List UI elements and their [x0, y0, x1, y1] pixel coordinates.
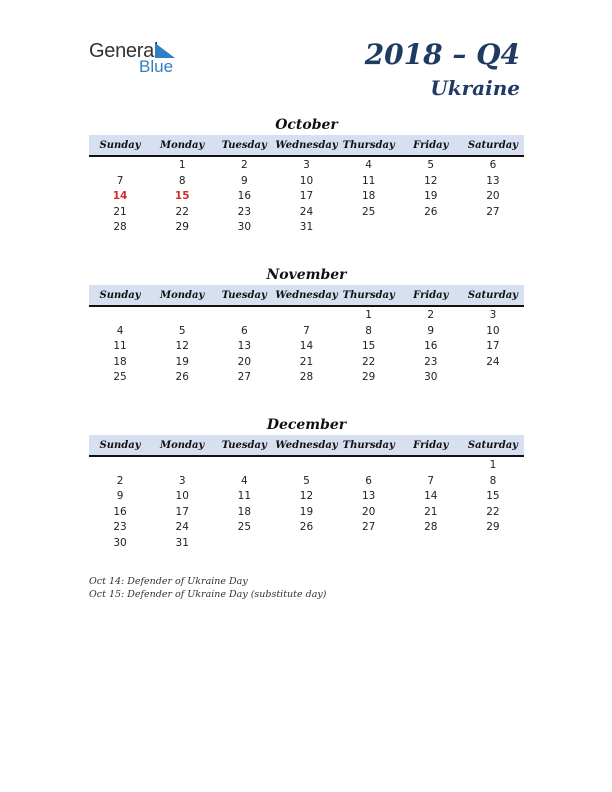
day-cell: 12	[175, 340, 189, 352]
day-cell: 24	[175, 521, 189, 533]
weekday-label: Thursday	[342, 440, 395, 451]
week-row	[89, 339, 524, 355]
weekday-header	[89, 435, 524, 457]
day-cell: 10	[299, 174, 314, 187]
day-cell: 16	[237, 190, 252, 202]
week-rows	[89, 457, 524, 551]
day-cell: 7	[427, 474, 435, 487]
day-cell	[462, 536, 524, 552]
weekday-label: Saturday	[467, 140, 518, 151]
day-cell: 22	[486, 505, 500, 518]
day-cell	[462, 220, 524, 236]
day-cell: 26	[175, 371, 189, 383]
weekday-label: Friday	[413, 290, 449, 301]
day-cell: 12	[299, 490, 314, 502]
day-cell	[275, 308, 337, 324]
day-cell: 3	[303, 159, 310, 171]
day-cell: 21	[113, 205, 127, 218]
day-cell: 6	[489, 159, 497, 171]
day-cell: 23	[237, 205, 252, 218]
day-cell: 8	[178, 174, 186, 187]
day-cell	[400, 220, 462, 236]
logo-flag-icon	[155, 43, 175, 58]
day-cell: 26	[424, 205, 438, 218]
weekday-label: Saturday	[467, 290, 518, 301]
day-cell	[151, 308, 213, 324]
week-row	[89, 174, 524, 190]
weekday-label: Thursday	[342, 290, 395, 301]
weekday-label: Wednesday	[275, 140, 338, 151]
day-cell: 21	[424, 505, 438, 518]
day-cell	[213, 458, 275, 474]
day-cell: 19	[175, 355, 189, 368]
day-cell: 18	[113, 355, 127, 368]
day-cell: 4	[116, 324, 124, 337]
day-cell: 24	[486, 355, 500, 368]
day-cell: 10	[175, 490, 189, 502]
day-cell: 30	[113, 536, 127, 549]
day-cell: 29	[486, 521, 500, 533]
logo-general-text: General	[89, 40, 159, 62]
day-cell: 30	[424, 371, 438, 383]
week-row	[89, 220, 524, 236]
day-cell: 25	[361, 205, 376, 218]
week-row	[89, 308, 524, 324]
day-cell: 17	[175, 505, 189, 518]
week-row	[89, 505, 524, 521]
day-cell: 25	[113, 371, 127, 383]
day-cell	[89, 308, 151, 324]
week-row	[89, 489, 524, 505]
day-cell	[89, 458, 151, 474]
day-cell: 9	[427, 324, 435, 337]
weekday-label: Friday	[413, 140, 449, 151]
weekday-label: Sunday	[99, 290, 141, 301]
day-cell: 2	[241, 159, 248, 171]
day-cell: 9	[241, 174, 248, 187]
weekday-label: Sunday	[99, 140, 141, 151]
day-cell: 9	[116, 490, 124, 502]
day-cell: 13	[237, 340, 252, 352]
day-cell: 14	[424, 490, 438, 502]
week-row	[89, 355, 524, 371]
day-cell: 31	[175, 536, 189, 549]
day-cell: 12	[424, 174, 438, 187]
day-cell: 26	[299, 521, 314, 533]
week-row	[89, 158, 524, 174]
day-cell	[89, 158, 151, 174]
day-cell: 5	[427, 159, 435, 171]
day-cell: 15	[486, 490, 500, 502]
day-cell	[213, 536, 275, 552]
day-cell: 16	[113, 505, 127, 518]
day-cell: 4	[241, 474, 248, 487]
holiday-notes	[89, 576, 326, 601]
weekday-label: Thursday	[342, 140, 395, 151]
holiday-note: Oct 14: Defender of Ukraine Day	[89, 576, 248, 587]
weekday-label: Sunday	[99, 440, 141, 451]
day-cell: 6	[241, 324, 248, 337]
day-cell	[338, 220, 400, 236]
logo	[89, 40, 189, 76]
day-cell: 6	[365, 474, 372, 487]
week-row	[89, 474, 524, 490]
day-cell: 19	[424, 190, 438, 202]
day-cell: 15	[361, 340, 376, 352]
day-cell	[400, 536, 462, 552]
weekday-label: Tuesday	[221, 140, 267, 151]
day-cell	[338, 536, 400, 552]
day-cell: 27	[237, 371, 252, 383]
day-cell: 3	[489, 309, 497, 321]
country-name: Ukraine	[430, 76, 520, 100]
day-cell: 21	[299, 355, 314, 368]
day-cell: 29	[175, 221, 189, 233]
month-name: October	[275, 117, 338, 133]
week-row	[89, 520, 524, 536]
day-cell: 15	[174, 190, 190, 202]
day-cell: 13	[361, 490, 376, 502]
day-cell: 23	[424, 355, 438, 368]
weekday-header	[89, 135, 524, 157]
day-cell: 20	[486, 190, 500, 202]
day-cell: 14	[112, 190, 128, 202]
week-row	[89, 205, 524, 221]
day-cell: 18	[237, 505, 252, 518]
week-rows	[89, 157, 524, 236]
weekday-label: Wednesday	[275, 440, 338, 451]
day-cell: 29	[361, 371, 376, 383]
day-cell: 13	[486, 174, 500, 187]
week-row	[89, 458, 524, 474]
week-row	[89, 189, 524, 205]
day-cell: 27	[361, 521, 376, 533]
weekday-label: Monday	[160, 440, 205, 451]
day-cell: 28	[299, 371, 314, 383]
day-cell: 2	[427, 309, 435, 321]
week-row	[89, 370, 524, 386]
month-name: December	[266, 417, 347, 433]
weekday-label: Wednesday	[275, 290, 338, 301]
day-cell: 11	[113, 340, 127, 352]
weekday-header	[89, 285, 524, 307]
day-cell	[275, 536, 337, 552]
day-cell	[400, 458, 462, 474]
day-cell: 24	[299, 205, 314, 218]
day-cell: 25	[237, 521, 252, 533]
month-december	[89, 415, 524, 551]
page-title: 2018 – Q4	[364, 38, 520, 71]
day-cell: 23	[113, 521, 127, 533]
day-cell: 1	[365, 309, 372, 321]
day-cell: 17	[299, 190, 314, 202]
day-cell	[275, 458, 337, 474]
day-cell: 20	[361, 505, 376, 518]
day-cell: 5	[303, 474, 310, 487]
day-cell	[151, 458, 213, 474]
weekday-label: Friday	[413, 440, 449, 451]
month-name: November	[266, 267, 347, 283]
weekday-label: Tuesday	[221, 290, 267, 301]
day-cell: 19	[299, 505, 314, 518]
month-october	[89, 115, 524, 236]
day-cell: 2	[116, 474, 124, 487]
day-cell: 8	[489, 474, 497, 487]
month-november	[89, 265, 524, 386]
day-cell: 11	[237, 490, 252, 502]
day-cell: 10	[486, 324, 500, 337]
day-cell: 30	[237, 221, 252, 233]
weekday-label: Monday	[160, 140, 205, 151]
day-cell: 8	[365, 324, 372, 337]
weekday-label: Tuesday	[221, 440, 267, 451]
day-cell: 1	[178, 159, 186, 171]
day-cell: 14	[299, 340, 314, 352]
holiday-note: Oct 15: Defender of Ukraine Day (substitute day)	[89, 588, 327, 600]
logo-blue-text: Blue	[139, 57, 174, 76]
day-cell: 17	[486, 340, 500, 352]
day-cell: 7	[116, 174, 124, 187]
day-cell: 7	[303, 324, 310, 337]
week-rows	[89, 307, 524, 386]
day-cell	[462, 370, 524, 386]
day-cell: 28	[113, 221, 127, 233]
day-cell: 22	[361, 355, 376, 368]
day-cell: 3	[178, 474, 186, 487]
day-cell: 28	[424, 521, 438, 533]
day-cell: 16	[424, 340, 438, 352]
day-cell: 11	[361, 174, 376, 187]
day-cell: 22	[175, 205, 189, 218]
week-row	[89, 536, 524, 552]
weekday-label: Saturday	[467, 440, 518, 451]
day-cell: 18	[361, 190, 376, 202]
day-cell: 20	[237, 355, 252, 368]
day-cell	[213, 308, 275, 324]
day-cell: 1	[489, 459, 497, 471]
day-cell	[338, 458, 400, 474]
day-cell: 31	[299, 221, 314, 233]
day-cell: 4	[365, 159, 372, 171]
week-row	[89, 324, 524, 340]
day-cell: 27	[486, 205, 500, 218]
weekday-label: Monday	[160, 290, 205, 301]
day-cell: 5	[178, 324, 186, 337]
